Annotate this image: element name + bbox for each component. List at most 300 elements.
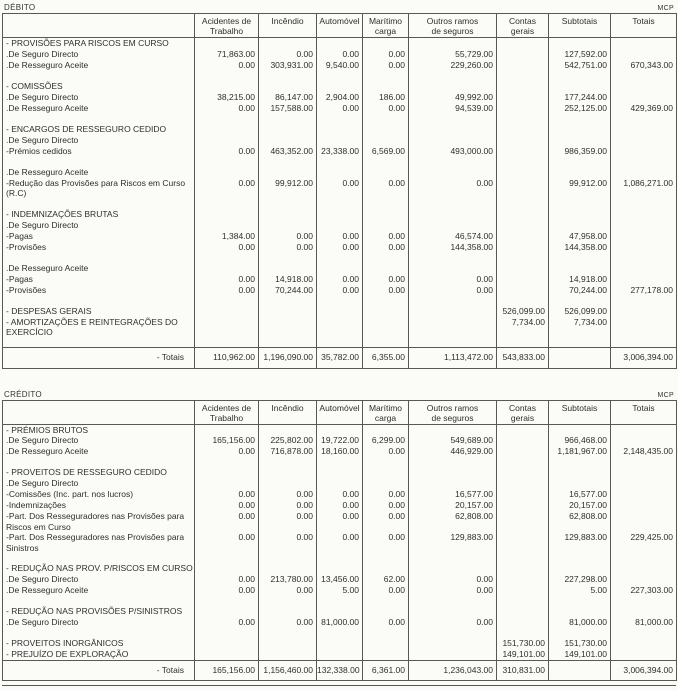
value-cell: 70,244.00 xyxy=(259,285,317,296)
value-cell xyxy=(497,114,549,124)
value-cell: 542,751.00 xyxy=(549,60,611,71)
value-cell: 0.00 xyxy=(195,242,259,253)
value-cell xyxy=(497,617,549,628)
value-cell: 0.00 xyxy=(363,103,409,114)
data-row xyxy=(3,49,677,60)
value-cell xyxy=(259,649,317,660)
value-cell: 493,000.00 xyxy=(409,146,497,157)
value-cell: 0.00 xyxy=(363,489,409,500)
value-cell xyxy=(317,628,363,638)
value-cell: 252,125.00 xyxy=(549,103,611,114)
value-cell xyxy=(497,60,549,71)
value-cell xyxy=(317,114,363,124)
value-cell xyxy=(195,457,259,467)
value-cell xyxy=(409,157,497,167)
value-cell xyxy=(611,274,677,285)
value-cell xyxy=(363,253,409,263)
data-row xyxy=(3,489,677,500)
value-cell xyxy=(611,253,677,263)
value-cell xyxy=(611,467,677,478)
value-cell: 0.00 xyxy=(195,146,259,157)
value-cell: 0.00 xyxy=(409,178,497,199)
column-header: Incêndio xyxy=(259,14,317,38)
value-cell: 0.00 xyxy=(195,489,259,500)
value-cell: 1,086,271.00 xyxy=(611,178,677,199)
column-header: Marítimo carga xyxy=(363,400,409,424)
row-label: - Totais xyxy=(3,348,195,369)
column-header: Outros ramos de seguros xyxy=(409,14,497,38)
data-row xyxy=(3,92,677,103)
value-cell: 1,236,043.00 xyxy=(409,660,497,681)
value-cell: 6,361.00 xyxy=(363,660,409,681)
totals-row xyxy=(3,348,677,369)
value-cell xyxy=(497,424,549,435)
value-cell: 0.00 xyxy=(317,500,363,511)
value-cell: 0.00 xyxy=(363,60,409,71)
row-label: - Totais xyxy=(3,660,195,681)
value-cell xyxy=(195,628,259,638)
value-cell xyxy=(317,467,363,478)
value-cell xyxy=(409,199,497,209)
value-cell: 0.00 xyxy=(363,446,409,457)
value-cell: 229,425.00 xyxy=(611,532,677,553)
value-cell: 670,343.00 xyxy=(611,60,677,71)
row-label: - REDUÇÃO NAS PROV. P/RISCOS EM CURSO xyxy=(3,563,195,574)
section-row xyxy=(3,467,677,478)
value-cell xyxy=(611,638,677,649)
value-cell: 9,540.00 xyxy=(317,60,363,71)
value-cell: 0.00 xyxy=(363,617,409,628)
value-cell xyxy=(497,157,549,167)
value-cell xyxy=(317,338,363,348)
value-cell xyxy=(259,167,317,178)
value-cell: 225,802.00 xyxy=(259,435,317,446)
row-label xyxy=(3,296,195,306)
value-cell xyxy=(317,638,363,649)
value-cell xyxy=(363,296,409,306)
value-cell xyxy=(549,199,611,209)
value-cell xyxy=(611,242,677,253)
section-row xyxy=(3,209,677,220)
row-label: -Part. Dos Resseguradores nas Provisões para Riscos em Curso xyxy=(3,511,195,532)
value-cell xyxy=(317,457,363,467)
value-cell: 0.00 xyxy=(195,178,259,199)
value-cell xyxy=(611,489,677,500)
value-cell: 14,918.00 xyxy=(549,274,611,285)
value-cell: 0.00 xyxy=(363,49,409,60)
value-cell: 0.00 xyxy=(317,489,363,500)
value-cell xyxy=(317,478,363,489)
value-cell xyxy=(549,606,611,617)
row-label: .De Resseguro Aceite xyxy=(3,585,195,596)
value-cell xyxy=(259,317,317,338)
value-cell: 5.00 xyxy=(317,585,363,596)
value-cell xyxy=(363,424,409,435)
row-label: .De Resseguro Aceite xyxy=(3,103,195,114)
debito-table xyxy=(2,13,677,369)
value-cell xyxy=(549,157,611,167)
value-cell xyxy=(497,146,549,157)
data-row xyxy=(3,617,677,628)
value-cell xyxy=(259,71,317,81)
value-cell xyxy=(611,220,677,231)
value-cell xyxy=(317,306,363,317)
row-label xyxy=(3,628,195,638)
value-cell xyxy=(549,478,611,489)
value-cell xyxy=(259,628,317,638)
value-cell: 227,303.00 xyxy=(611,585,677,596)
value-cell: 62,808.00 xyxy=(549,511,611,532)
value-cell xyxy=(497,585,549,596)
value-cell: 35,782.00 xyxy=(317,348,363,369)
value-cell: 20,157.00 xyxy=(549,500,611,511)
value-cell xyxy=(611,199,677,209)
value-cell xyxy=(497,263,549,274)
value-cell: 0.00 xyxy=(363,242,409,253)
value-cell xyxy=(363,638,409,649)
spacer-row xyxy=(3,199,677,209)
row-label: - ENCARGOS DE RESSEGURO CEDIDO xyxy=(3,124,195,135)
value-cell: 0.00 xyxy=(409,274,497,285)
credito-header-line xyxy=(2,390,676,400)
section-gap xyxy=(2,369,676,390)
value-cell xyxy=(363,157,409,167)
value-cell xyxy=(363,38,409,49)
value-cell: 110,962.00 xyxy=(195,348,259,369)
data-row xyxy=(3,220,677,231)
value-cell: 71,863.00 xyxy=(195,49,259,60)
credito-table xyxy=(2,400,677,682)
value-cell xyxy=(611,157,677,167)
value-cell xyxy=(317,424,363,435)
data-row xyxy=(3,285,677,296)
value-cell xyxy=(497,553,549,563)
value-cell: 94,539.00 xyxy=(409,103,497,114)
value-cell xyxy=(409,209,497,220)
value-cell xyxy=(259,606,317,617)
value-cell xyxy=(497,296,549,306)
row-label xyxy=(3,338,195,348)
value-cell xyxy=(259,38,317,49)
value-cell: 165,156.00 xyxy=(195,435,259,446)
value-cell xyxy=(409,638,497,649)
row-label xyxy=(3,253,195,263)
value-cell xyxy=(611,317,677,338)
value-cell: 149,101.00 xyxy=(549,649,611,660)
value-cell xyxy=(409,296,497,306)
value-cell xyxy=(497,563,549,574)
value-cell xyxy=(497,596,549,606)
row-label: .De Resseguro Aceite xyxy=(3,60,195,71)
value-cell: 0.00 xyxy=(363,511,409,532)
value-cell: 3,006,394.00 xyxy=(611,348,677,369)
value-cell xyxy=(549,457,611,467)
value-cell xyxy=(409,306,497,317)
value-cell: 3,006,394.00 xyxy=(611,660,677,681)
value-cell xyxy=(195,135,259,146)
column-header: Outros ramos de seguros xyxy=(409,400,497,424)
row-label xyxy=(3,157,195,167)
value-cell xyxy=(409,478,497,489)
value-cell xyxy=(195,220,259,231)
row-label: - INDEMNIZAÇÕES BRUTAS xyxy=(3,209,195,220)
value-cell: 0.00 xyxy=(363,285,409,296)
value-cell: 0.00 xyxy=(363,585,409,596)
row-label: - PROVISÕES PARA RISCOS EM CURSO xyxy=(3,38,195,49)
credito-table-body xyxy=(3,424,677,681)
value-cell: 14,918.00 xyxy=(259,274,317,285)
value-cell xyxy=(259,596,317,606)
value-cell xyxy=(363,220,409,231)
value-cell: 132,338.00 xyxy=(317,660,363,681)
value-cell xyxy=(317,71,363,81)
row-label: - COMISSÕES xyxy=(3,81,195,92)
value-cell: 446,929.00 xyxy=(409,446,497,457)
row-label: - AMORTIZAÇÕES E REINTEGRAÇÕES DO EXERCÍCIO xyxy=(3,317,195,338)
row-label: -Pagas xyxy=(3,274,195,285)
row-label xyxy=(3,114,195,124)
value-cell xyxy=(195,338,259,348)
value-cell: 1,181,967.00 xyxy=(549,446,611,457)
value-cell xyxy=(497,574,549,585)
value-cell xyxy=(549,209,611,220)
value-cell xyxy=(259,135,317,146)
row-label: .De Resseguro Aceite xyxy=(3,446,195,457)
spacer-row xyxy=(3,596,677,606)
value-cell xyxy=(611,338,677,348)
value-cell: 303,931.00 xyxy=(259,60,317,71)
value-cell xyxy=(549,348,611,369)
value-cell xyxy=(611,231,677,242)
value-cell xyxy=(497,274,549,285)
value-cell xyxy=(409,628,497,638)
value-cell: 0.00 xyxy=(363,500,409,511)
value-cell: 966,468.00 xyxy=(549,435,611,446)
data-row xyxy=(3,500,677,511)
value-cell xyxy=(611,209,677,220)
value-cell: 0.00 xyxy=(195,532,259,553)
value-cell: 0.00 xyxy=(259,500,317,511)
value-cell xyxy=(549,467,611,478)
spacer-row xyxy=(3,628,677,638)
value-cell xyxy=(497,71,549,81)
row-label: .De Seguro Directo xyxy=(3,49,195,60)
value-cell: 0.00 xyxy=(259,242,317,253)
value-cell xyxy=(611,435,677,446)
value-cell xyxy=(195,71,259,81)
row-label xyxy=(3,553,195,563)
spacer-row xyxy=(3,157,677,167)
value-cell xyxy=(611,574,677,585)
value-cell xyxy=(195,638,259,649)
row-label: -Comissões (Inc. part. nos lucros) xyxy=(3,489,195,500)
value-cell: 0.00 xyxy=(409,617,497,628)
value-cell: 6,569.00 xyxy=(363,146,409,157)
value-cell xyxy=(549,167,611,178)
value-cell: 62.00 xyxy=(363,574,409,585)
value-cell: 0.00 xyxy=(409,585,497,596)
row-label: - REDUÇÃO NAS PROVISÕES P/SINISTROS xyxy=(3,606,195,617)
value-cell: 0.00 xyxy=(363,274,409,285)
value-cell: 23,338.00 xyxy=(317,146,363,157)
value-cell xyxy=(497,49,549,60)
debito-table-body xyxy=(3,38,677,369)
value-cell: 186.00 xyxy=(363,92,409,103)
value-cell: 7,734.00 xyxy=(497,317,549,338)
value-cell xyxy=(409,81,497,92)
value-cell: 0.00 xyxy=(259,585,317,596)
value-cell: 2,148,435.00 xyxy=(611,446,677,457)
value-cell: 144,358.00 xyxy=(549,242,611,253)
value-cell: 7,734.00 xyxy=(549,317,611,338)
debito-header-line xyxy=(2,3,676,13)
value-cell: 0.00 xyxy=(317,511,363,532)
value-cell: 6,299.00 xyxy=(363,435,409,446)
value-cell: 0.00 xyxy=(409,574,497,585)
value-cell xyxy=(363,317,409,338)
value-cell xyxy=(549,628,611,638)
column-header: Acidentes de Trabalho xyxy=(195,14,259,38)
row-label: .De Seguro Directo xyxy=(3,220,195,231)
value-cell xyxy=(611,628,677,638)
value-cell xyxy=(409,114,497,124)
value-cell: 0.00 xyxy=(363,532,409,553)
value-cell xyxy=(497,103,549,114)
value-cell xyxy=(195,199,259,209)
value-cell xyxy=(195,606,259,617)
value-cell: 49,992.00 xyxy=(409,92,497,103)
value-cell xyxy=(317,253,363,263)
value-cell xyxy=(195,467,259,478)
value-cell: 13,456.00 xyxy=(317,574,363,585)
value-cell: 99,912.00 xyxy=(549,178,611,199)
value-cell xyxy=(497,209,549,220)
value-cell: 0.00 xyxy=(317,242,363,253)
value-cell xyxy=(195,553,259,563)
value-cell xyxy=(611,135,677,146)
value-cell xyxy=(497,435,549,446)
value-cell xyxy=(259,478,317,489)
value-cell: 129,883.00 xyxy=(549,532,611,553)
value-cell: 177,244.00 xyxy=(549,92,611,103)
value-cell xyxy=(317,135,363,146)
value-cell xyxy=(497,285,549,296)
data-row xyxy=(3,146,677,157)
spacer-row xyxy=(3,457,677,467)
debito-block xyxy=(2,3,676,369)
row-label: -Provisões xyxy=(3,285,195,296)
value-cell: 129,883.00 xyxy=(409,532,497,553)
spacer-row xyxy=(3,553,677,563)
value-cell: 81,000.00 xyxy=(549,617,611,628)
value-cell: 0.00 xyxy=(409,285,497,296)
value-cell: 0.00 xyxy=(259,489,317,500)
debito-corner-label: MCP xyxy=(657,5,674,12)
value-cell xyxy=(497,500,549,511)
data-row xyxy=(3,103,677,114)
value-cell xyxy=(259,199,317,209)
row-label: -Pagas xyxy=(3,231,195,242)
spacer-row xyxy=(3,71,677,81)
value-cell: 86,147.00 xyxy=(259,92,317,103)
value-cell: 543,833.00 xyxy=(497,348,549,369)
value-cell xyxy=(611,424,677,435)
value-cell: 526,099.00 xyxy=(497,306,549,317)
value-cell: 227,298.00 xyxy=(549,574,611,585)
value-cell xyxy=(497,178,549,199)
value-cell: 18,160.00 xyxy=(317,446,363,457)
column-header: Subtotais xyxy=(549,400,611,424)
credito-table-head xyxy=(3,400,677,424)
value-cell xyxy=(497,38,549,49)
value-cell xyxy=(409,563,497,574)
value-cell: 81,000.00 xyxy=(317,617,363,628)
value-cell xyxy=(409,424,497,435)
section-row xyxy=(3,81,677,92)
value-cell xyxy=(497,92,549,103)
value-cell: 47,958.00 xyxy=(549,231,611,242)
value-cell xyxy=(611,649,677,660)
value-cell xyxy=(611,81,677,92)
value-cell xyxy=(611,606,677,617)
value-cell xyxy=(195,424,259,435)
data-row xyxy=(3,446,677,457)
row-label: - PROVEITOS INORGÂNICOS xyxy=(3,638,195,649)
value-cell xyxy=(195,38,259,49)
value-cell xyxy=(409,596,497,606)
value-cell xyxy=(259,220,317,231)
row-label: .De Seguro Directo xyxy=(3,617,195,628)
value-cell xyxy=(549,253,611,263)
value-cell xyxy=(549,296,611,306)
value-cell xyxy=(549,124,611,135)
section-row xyxy=(3,38,677,49)
column-header: Contas gerais xyxy=(497,400,549,424)
value-cell xyxy=(363,478,409,489)
value-cell xyxy=(497,446,549,457)
value-cell xyxy=(497,511,549,532)
data-row xyxy=(3,435,677,446)
value-cell xyxy=(549,660,611,681)
value-cell xyxy=(317,157,363,167)
value-cell: 0.00 xyxy=(195,274,259,285)
value-cell xyxy=(195,306,259,317)
value-cell: 0.00 xyxy=(317,103,363,114)
value-cell: 0.00 xyxy=(195,511,259,532)
section-row xyxy=(3,606,677,617)
value-cell xyxy=(259,563,317,574)
value-cell xyxy=(363,71,409,81)
column-header: Automóvel xyxy=(317,14,363,38)
row-label xyxy=(3,596,195,606)
value-cell: 6,355.00 xyxy=(363,348,409,369)
value-cell xyxy=(549,71,611,81)
value-cell xyxy=(611,114,677,124)
value-cell: 55,729.00 xyxy=(409,49,497,60)
value-cell xyxy=(549,338,611,348)
value-cell: 5.00 xyxy=(549,585,611,596)
section-row xyxy=(3,649,677,660)
value-cell: 1,156,460.00 xyxy=(259,660,317,681)
value-cell: 0.00 xyxy=(317,231,363,242)
value-cell: 429,369.00 xyxy=(611,103,677,114)
value-cell xyxy=(259,338,317,348)
row-label: .De Seguro Directo xyxy=(3,574,195,585)
value-cell xyxy=(195,81,259,92)
value-cell: 213,780.00 xyxy=(259,574,317,585)
value-cell xyxy=(409,553,497,563)
value-cell: 19,722.00 xyxy=(317,435,363,446)
